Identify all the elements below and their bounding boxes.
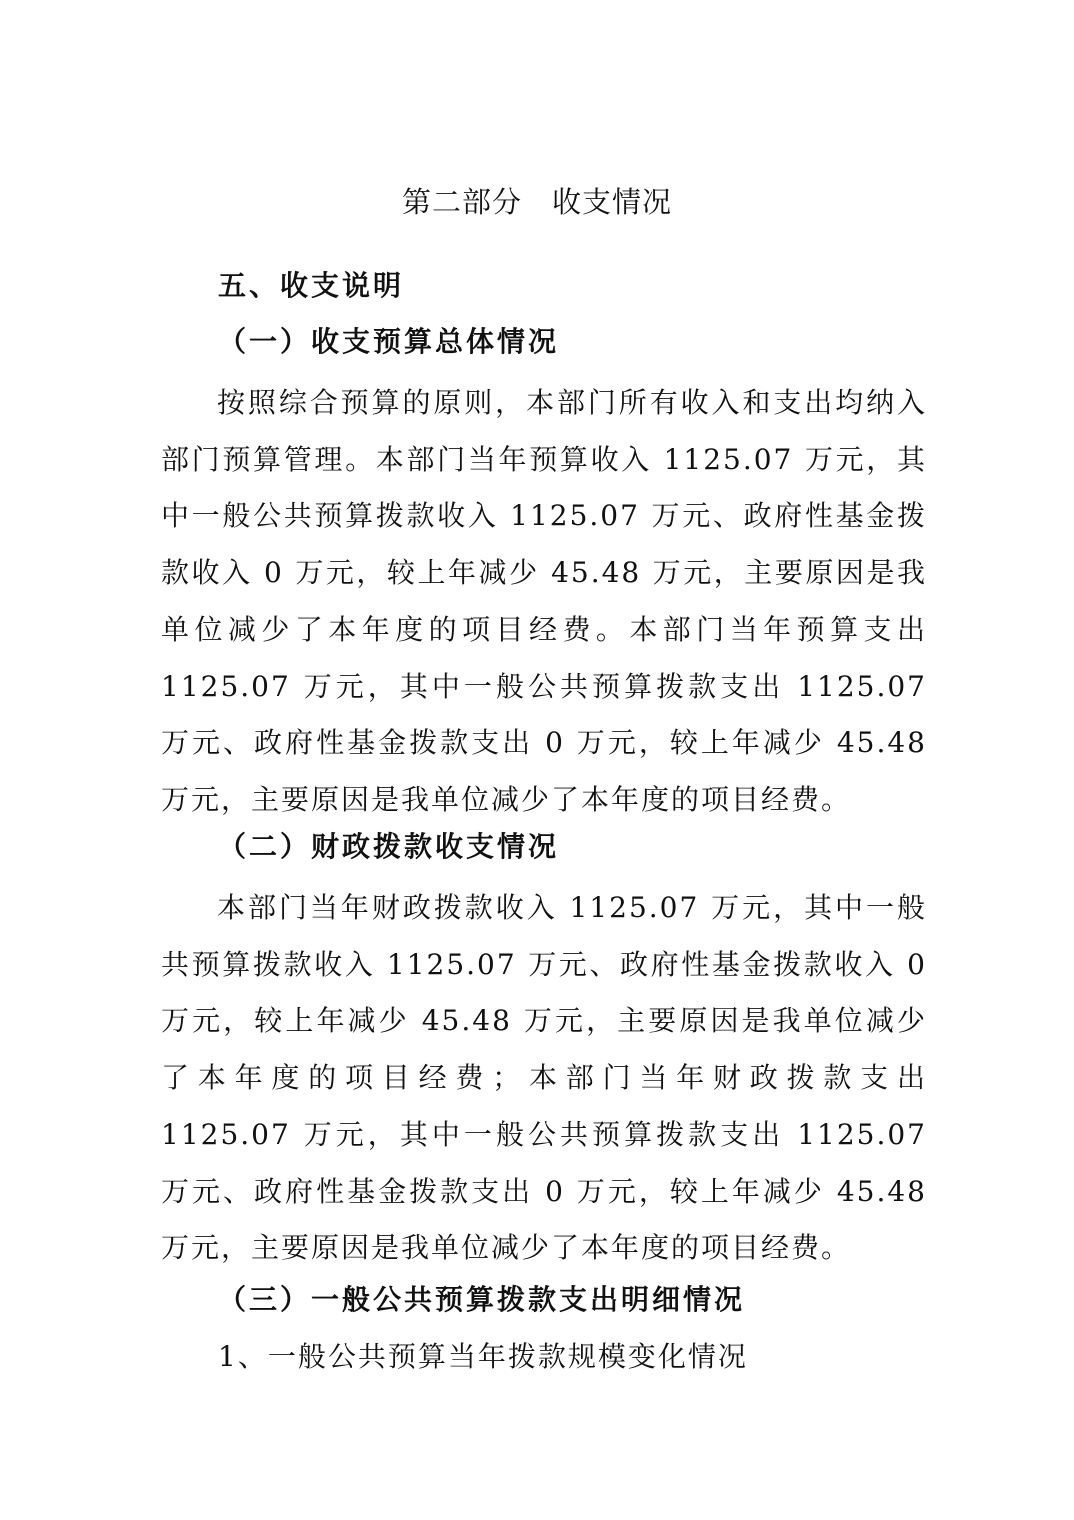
subsection-1-heading: （一）收支预算总体情况	[218, 325, 560, 358]
subsection-2-heading: （二）财政拨款收支情况	[218, 830, 560, 863]
section-heading: 五、收支说明	[218, 269, 405, 302]
list-item-1: 1、一般公共预算当年拨款规模变化情况	[218, 1340, 748, 1373]
subsection-3-heading: （三）一般公共预算拨款支出明细情况	[218, 1283, 746, 1316]
page-title: 第二部分 收支情况	[401, 185, 672, 219]
subsection-1-paragraph: 按照综合预算的原则，本部门所有收入和支出均纳入部门预算管理。本部门当年预算收入 1125.07 万元，其中一般公共预算拨款收入 1125.07 万元、政府性基金拨款收入 0 万元，较上年减少 45.48 万元，主要原因是我单位减少了本年度的项目经费。本部门当年预算支出 1125.07 万元，其中一般公共预算拨款支出 1125.07 万元、政府性基金拨款支出 0 万元，较上年减少 45.48 万元，主要原因是我单位减少了本年度的项目经费。	[161, 386, 927, 816]
subsection-2-paragraph: 本部门当年财政拨款收入 1125.07 万元，其中一般共预算拨款收入 1125.07 万元、政府性基金拨款收入 0 万元，较上年减少 45.48 万元，主要原因是我单位减少了本年度的项目经费；本部门当年财政拨款支出 1125.07 万元，其中一般公共预算拨款支出 1125.07 万元、政府性基金拨款支出 0 万元，较上年减少 45.48 万元，主要原因是我单位减少了本年度的项目经费。	[161, 891, 927, 1265]
